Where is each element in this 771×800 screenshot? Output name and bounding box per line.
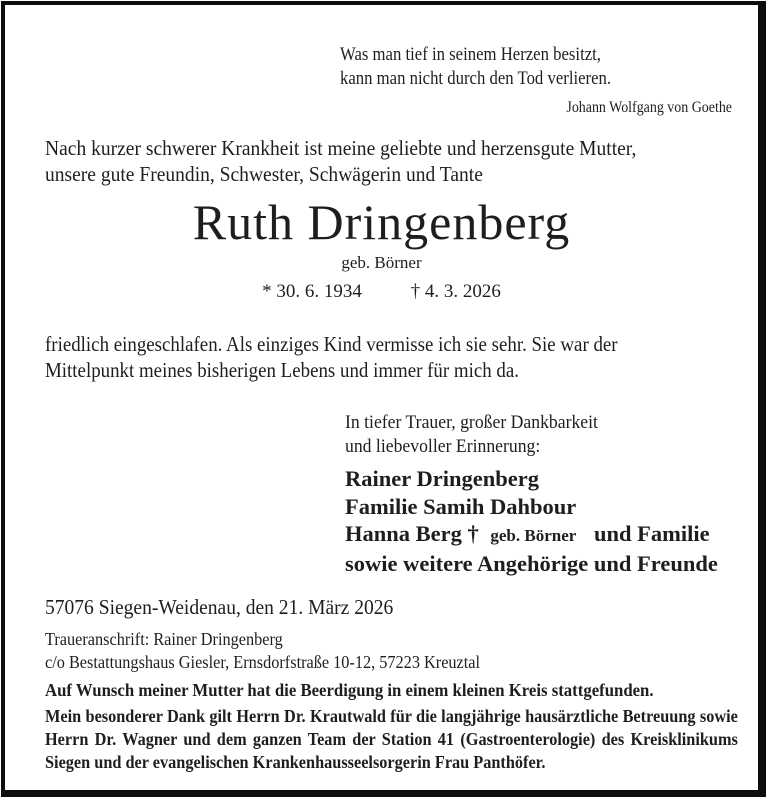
death-date: † 4. 3. 2026 — [410, 281, 501, 302]
mourning-address-line-2: c/o Bestattungshaus Giesler, Ernsdorfstraße 10-12, 57223 Kreuztal — [45, 651, 481, 672]
mourning-address — [45, 628, 758, 673]
mourner-hanna-name: Hanna Berg † — [345, 521, 479, 546]
intro-line-2: unsere gute Freundin, Schwester, Schwägerin und Tante — [45, 162, 483, 186]
mourning-address-line-1: Traueranschrift: Rainer Dringenberg — [45, 629, 283, 649]
birth-date: * 30. 6. 1934 — [262, 281, 362, 302]
acknowledgement-text: Mein besonderer Dank gilt Herrn Dr. Krautwald für die langjährige hausärztliche Betreuung sowie Herrn Dr. Wagner und dem ganzen Team der Station 41 (Gastroenterologie) des Kreisklinikums Siegen und der evangelischen Krankenhausseelsorgerin Frau Panthöfer. — [45, 706, 738, 772]
mourner-familie-dahbour: Familie Samih Dahbour — [345, 493, 577, 519]
epigraph-attribution: Johann Wolfgang von Goethe — [566, 99, 732, 116]
intro-line-1: Nach kurzer schwerer Krankheit ist meine geliebte und herzensgute Mutter, — [45, 136, 637, 160]
condolence-text — [45, 331, 758, 383]
mourning-block — [345, 411, 758, 577]
mourning-intro-line-2: und liebevoller Erinnerung: — [345, 436, 541, 457]
mourner-hanna-maiden-note: geb. Börner — [490, 526, 577, 545]
epigraph — [340, 43, 732, 117]
mourner-hanna-suffix: und Familie — [593, 521, 710, 546]
funeral-note: Auf Wunsch meiner Mutter hat die Beerdigung in einem kleinen Kreis stattgefunden. — [45, 680, 654, 700]
mourner-rainer: Rainer Dringenberg — [345, 466, 539, 491]
mourner-hanna — [345, 520, 758, 550]
mourners-list — [345, 465, 758, 577]
mourning-intro-line-1: In tiefer Trauer, großer Dankbarkeit — [345, 412, 598, 433]
condolence-line-2: Mittelpunkt meines bisherigen Lebens und immer für mich da. — [45, 358, 519, 382]
deceased-name: Ruth Dringenberg — [192, 194, 571, 250]
mourner-others: sowie weitere Angehörige und Freunde — [345, 550, 718, 576]
life-dates — [5, 281, 758, 303]
intro-text — [45, 135, 758, 187]
epigraph-line-1: Was man tief in seinem Herzen besitzt, — [340, 44, 601, 65]
epigraph-line-2: kann man nicht durch den Tod verlieren. — [340, 68, 612, 89]
condolence-line-1: friedlich eingeschlafen. Als einziges Kind vermisse ich sie sehr. Sie war der — [45, 332, 618, 356]
place-and-date: 57076 Siegen-Weidenau, den 21. März 2026 — [45, 595, 394, 619]
obituary-notice — [5, 5, 758, 790]
maiden-name: geb. Börner — [341, 253, 422, 272]
